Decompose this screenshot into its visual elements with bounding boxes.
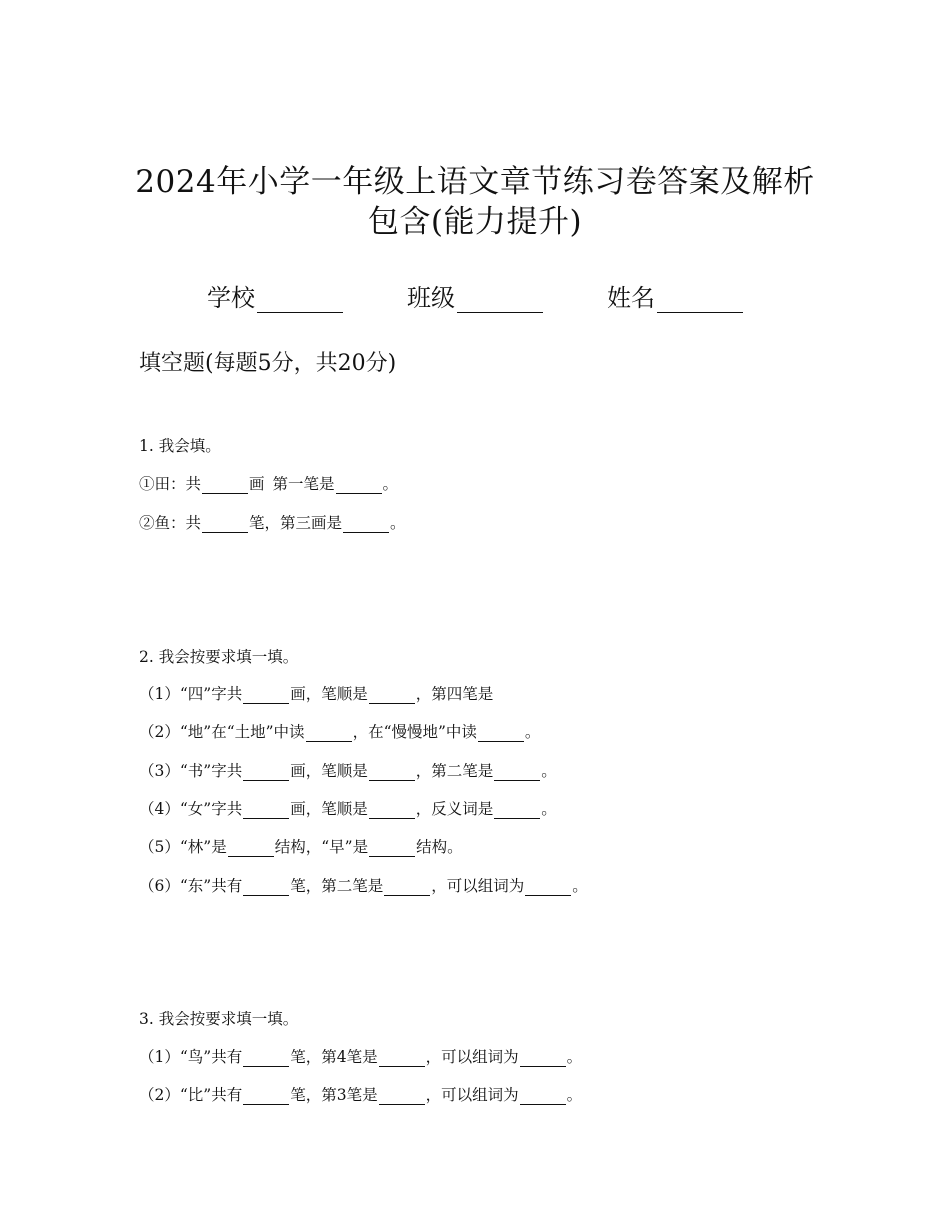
question-2-line-4: （4）“女”字共 画，笔顺是 ，反义词是 。	[139, 800, 557, 818]
document-subtitle: 包含(能力提升)	[367, 204, 583, 240]
answer-blank[interactable]	[525, 879, 571, 896]
question-3-title: 3. 我会按要求填一填。	[139, 1010, 299, 1028]
answer-blank[interactable]	[369, 840, 415, 857]
question-3-line-1: （1）“鸟”共有 笔，第4笔是 ，可以组词为 。	[139, 1048, 583, 1066]
answer-blank[interactable]	[369, 764, 415, 781]
class-label: 班级	[407, 284, 455, 312]
answer-blank[interactable]	[243, 802, 289, 819]
question-2-line-2: （2）“地”在“土地”中读 ，在“慢慢地”中读 。	[139, 723, 541, 741]
answer-blank[interactable]	[494, 764, 540, 781]
answer-blank[interactable]	[243, 687, 289, 704]
answer-blank[interactable]	[369, 687, 415, 704]
question-2-title: 2. 我会按要求填一填。	[139, 648, 299, 666]
answer-blank[interactable]	[202, 516, 248, 533]
document-title: 2024年小学一年级上语文章节练习卷答案及解析	[135, 164, 815, 200]
answer-blank[interactable]	[228, 840, 274, 857]
school-blank[interactable]	[257, 288, 343, 313]
answer-blank[interactable]	[336, 477, 382, 494]
answer-blank[interactable]	[520, 1050, 566, 1067]
class-blank[interactable]	[457, 288, 543, 313]
question-2-line-3: （3）“书”字共 画，笔顺是 ，第二笔是 。	[139, 762, 557, 780]
answer-blank[interactable]	[494, 802, 540, 819]
answer-blank[interactable]	[243, 764, 289, 781]
answer-blank[interactable]	[243, 1088, 289, 1105]
answer-blank[interactable]	[369, 802, 415, 819]
name-label: 姓名	[607, 284, 655, 312]
name-blank[interactable]	[657, 288, 743, 313]
question-1-title: 1. 我会填。	[139, 437, 221, 455]
answer-blank[interactable]	[520, 1088, 566, 1105]
school-field	[207, 278, 343, 313]
answer-blank[interactable]	[243, 1050, 289, 1067]
name-field	[607, 278, 743, 313]
school-label: 学校	[207, 284, 255, 312]
question-3-line-2: （2）“比”共有 笔，第3笔是 ，可以组词为 。	[139, 1086, 583, 1104]
question-2-line-6: （6）“东”共有 笔，第二笔是 ，可以组词为 。	[139, 877, 588, 895]
question-1-line-2: ②鱼：共 笔，第三画是 。	[139, 514, 406, 532]
section-header: 填空题(每题5分，共20分)	[139, 351, 397, 376]
answer-blank[interactable]	[478, 725, 524, 742]
question-2-line-5: （5）“林”是 结构，“早”是 结构。	[139, 838, 463, 856]
question-1-line-1: ①田：共 画 第一笔是 。	[139, 475, 399, 493]
answer-blank[interactable]	[306, 725, 352, 742]
answer-blank[interactable]	[243, 879, 289, 896]
answer-blank[interactable]	[379, 1050, 425, 1067]
class-field	[407, 278, 543, 313]
answer-blank[interactable]	[379, 1088, 425, 1105]
answer-blank[interactable]	[202, 477, 248, 494]
answer-blank[interactable]	[384, 879, 430, 896]
answer-blank[interactable]	[343, 516, 389, 533]
question-2-line-1: （1）“四”字共 画，笔顺是 ，第四笔是	[139, 685, 494, 703]
